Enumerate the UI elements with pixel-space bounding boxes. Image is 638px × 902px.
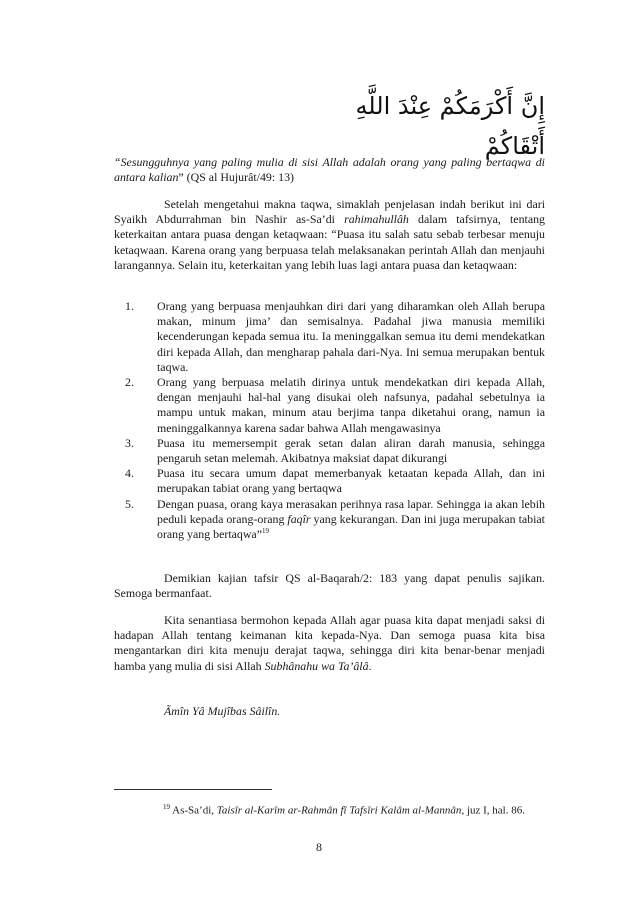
numbered-list bbox=[119, 299, 545, 542]
page-number: 8 bbox=[316, 840, 322, 854]
quote-paragraph bbox=[114, 155, 545, 185]
list-item-text: Orang yang berpuasa menjauhkan diri dari yang diharamkan oleh Allah berupa makan, minum jima’ dan semisalnya. Padahal jiwa manusia memiliki kecenderungan kepada semua itu. Ia meninggalkan semua itu demi mendekatkan diri kepada Allah, dan mengharap pahala dari-Nya. Ini semua merupakan bentuk taqwa. bbox=[157, 299, 545, 374]
quote-block bbox=[114, 155, 545, 185]
list-item-text-c: yang kekurangan. Dan ini juga merupakan tabiat orang yang bertaqwa” bbox=[157, 511, 545, 542]
footnote bbox=[163, 800, 563, 818]
list-number: 4. bbox=[125, 466, 134, 481]
list-item-text: Orang yang berpuasa melatih dirinya untuk mendekatkan diri kepada Allah, dengan menjauhi hal-hal yang disukai oleh nafsunya, padahal sebetulnya ia mampu untuk makan, minum atau berjima tanpa diketahui orang, namun ia meninggalkannya karena sadar bahwa Allah mengawasinya bbox=[157, 375, 545, 435]
footnote-text-a: As-Sa’di, bbox=[170, 804, 217, 817]
list-item-text: Puasa itu secara umum dapat memerbanyak ketaatan kepada Allah, dan ini merupakan tabiat orang yang bertaqwa bbox=[157, 466, 545, 496]
footnote-text-c: , juz I, hal. 86. bbox=[461, 804, 525, 817]
para1-text-c: dalam tafsirnya, tentang keterkaitan antara puasa dengan ketaqwaan: “Puasa itu salah satu sebab terbesar menuju ketaqwaan. Karena orang yang berpuasa telah melaksanakan perintah Allah dan menjauhi larangannya. Selain itu, keterkaitan yang lebih luas lagi antara puasa dan ketaqwaan: bbox=[114, 212, 545, 272]
body-paragraph-3 bbox=[114, 613, 545, 674]
list-number: 5. bbox=[125, 496, 134, 511]
para3-text-c: . bbox=[368, 658, 372, 673]
arabic-verse: إِنَّ أَكْرَمَكُمْ عِنْدَ اللَّهِ أَتْقَاكُمْ bbox=[355, 92, 545, 160]
list-item-text-a: Dengan puasa, orang kaya merasakan perihnya rasa lapar. Sehingga ia akan lebih peduli kepada orang-orang bbox=[157, 496, 545, 526]
list-item-text: Puasa itu memersempit gerak setan dalan aliran darah manusia, sehingga pengaruh setan melemah. Akibatnya maksiat dapat dikurangi bbox=[157, 435, 545, 466]
list-number: 1. bbox=[125, 299, 134, 313]
list-item-4 bbox=[119, 466, 545, 496]
list-item-italic: faqîr bbox=[287, 511, 311, 526]
closing-prayer: Ãmîn Yâ Mujîbas Sâilîn. bbox=[164, 704, 281, 718]
list-number: 3. bbox=[125, 435, 134, 450]
footnote-italic: Taisîr al-Karîm ar-Rahmân fî Tafsîri Kalâm al-Mannân bbox=[216, 804, 462, 817]
para2-text: Demikian kajian tafsir QS al-Baqarah/2: 183 yang dapat penulis sajikan. Semoga bermanfaat. bbox=[114, 571, 545, 601]
quote-italic: “Sesungguhnya yang paling mulia di sisi Allah adalah orang yang paling bertaqwa di antara kalian bbox=[114, 155, 545, 185]
footnote-divider bbox=[114, 789, 272, 790]
para1-italic: rahimahullâh bbox=[344, 212, 409, 227]
list-item-1 bbox=[119, 299, 545, 375]
list-item-2 bbox=[119, 375, 545, 436]
para3-italic: Subhânahu wa Ta’âlâ bbox=[264, 658, 369, 673]
quote-source: ” (QS al Hujurât/49: 13) bbox=[178, 170, 294, 185]
footnote-ref: 19 bbox=[261, 527, 269, 536]
body-paragraph-2 bbox=[114, 571, 545, 601]
body-paragraph-1 bbox=[114, 197, 545, 273]
list-number: 2. bbox=[125, 375, 134, 390]
para1-text-a: Setelah mengetahui makna taqwa, simaklah penjelasan indah berikut ini dari Syaikh Abdurrahman bin Nashir as-Sa’di bbox=[114, 197, 545, 227]
para3-text-a: Kita senantiasa bermohon kepada Allah agar puasa kita dapat menjadi saksi di hadapan Allah tentang keimanan kita kepada-Nya. Dan semoga puasa kita bisa mengantarkan diri kita menuju derajat taqwa, sehingga diri kita benar-benar menjadi hamba yang mulia di sisi Allah bbox=[114, 613, 545, 673]
list-item-3 bbox=[119, 436, 545, 466]
list-item-5 bbox=[119, 497, 545, 543]
footnote-number: 19 bbox=[163, 803, 170, 811]
